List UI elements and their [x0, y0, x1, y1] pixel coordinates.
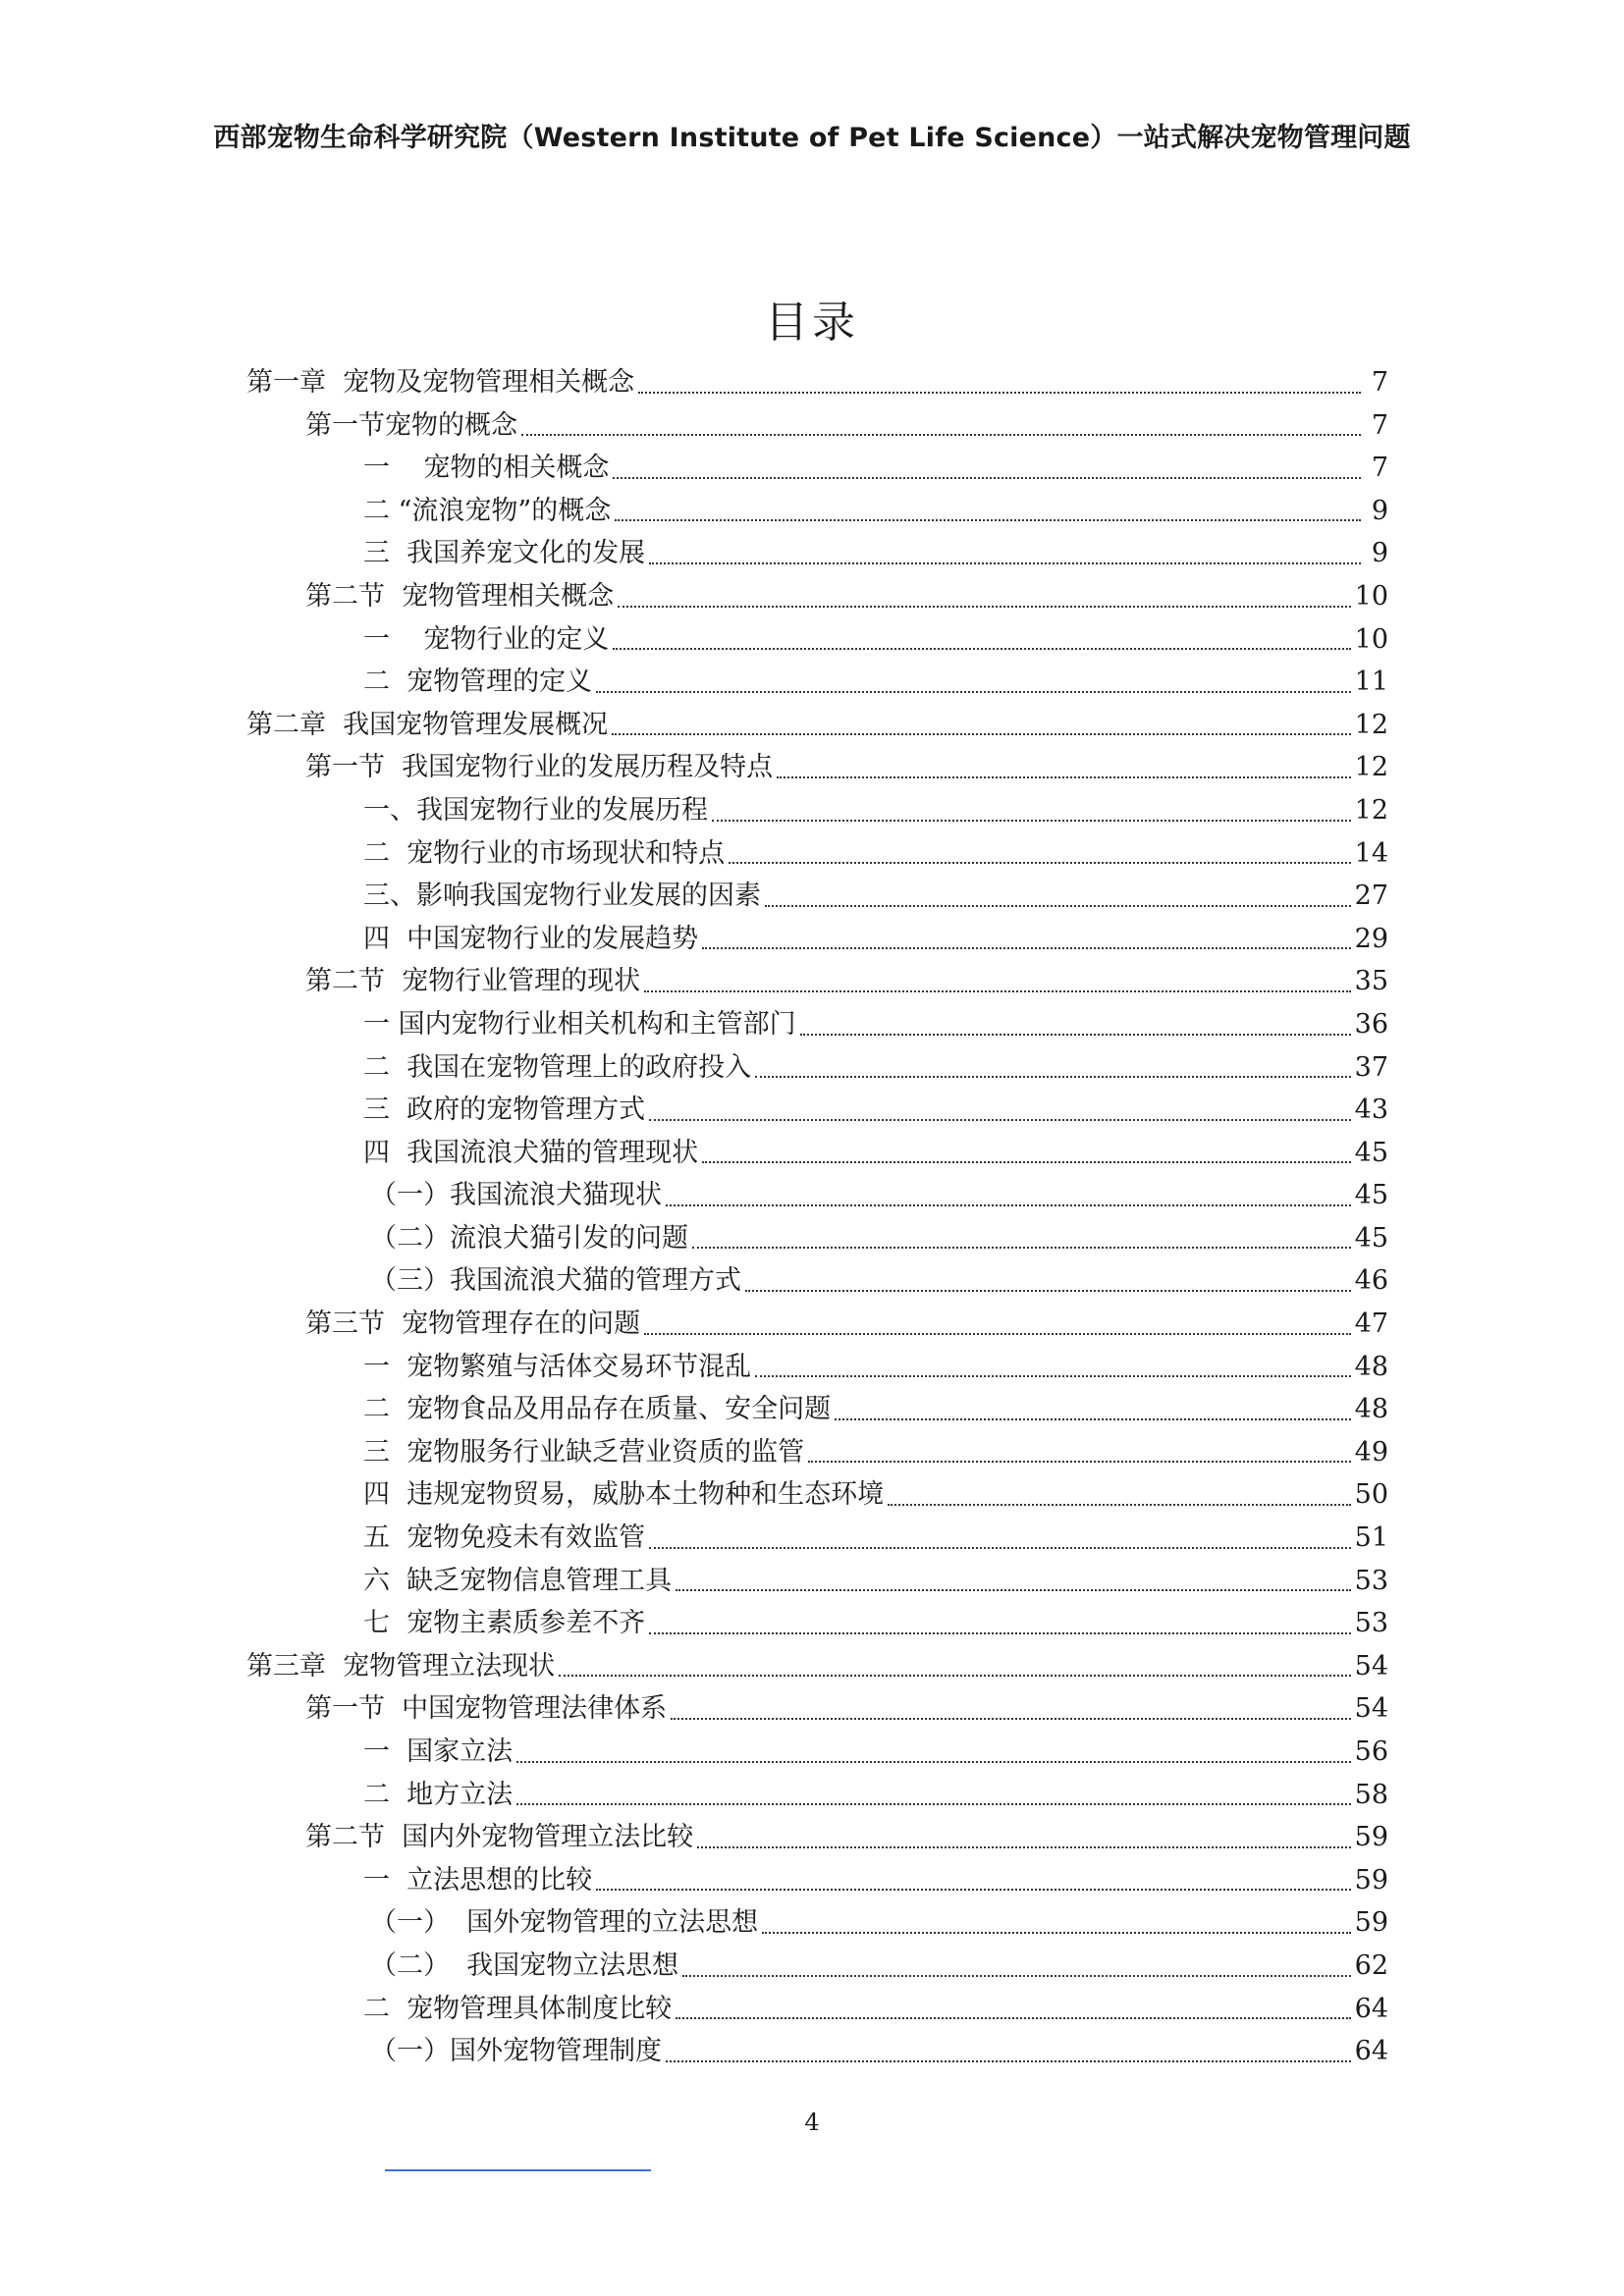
toc-entry-page: 54 [1354, 1693, 1388, 1725]
toc-entry[interactable] [246, 1602, 1388, 1645]
toc-entry[interactable] [246, 918, 1388, 961]
toc-entry-label: 五 宠物免疫未有效监管 [363, 1522, 646, 1554]
toc-entry[interactable] [246, 1859, 1388, 1902]
toc-entry[interactable] [246, 832, 1388, 876]
toc-entry-label: 二 宠物管理具体制度比较 [363, 1993, 673, 2024]
table-of-contents [246, 361, 1388, 2073]
toc-entry-label: 一 宠物的相关概念 [363, 453, 610, 484]
toc-entry-label: 三 我国养宠文化的发展 [363, 538, 646, 569]
toc-entry-label: 三 政府的宠物管理方式 [363, 1095, 646, 1126]
toc-entry-label: 三、影响我国宠物行业发展的因素 [363, 881, 761, 912]
toc-entry-label: （一） 国外宠物管理的立法思想 [370, 1907, 759, 1939]
toc-entry[interactable] [246, 618, 1388, 662]
toc-entry-label: 二 宠物行业的市场现状和特点 [363, 837, 726, 869]
toc-dot-leader [559, 1675, 1350, 1677]
toc-entry[interactable] [246, 361, 1388, 404]
toc-entry[interactable] [246, 661, 1388, 704]
toc-dot-leader [649, 1547, 1350, 1549]
toc-dot-leader [618, 606, 1350, 608]
toc-entry-page: 59 [1354, 1822, 1388, 1853]
toc-entry-label: 一 国家立法 [363, 1736, 514, 1767]
toc-entry[interactable] [246, 575, 1388, 618]
toc-entry-page: 37 [1354, 1051, 1388, 1083]
toc-entry-page: 45 [1354, 1180, 1388, 1211]
toc-entry-label: 七 宠物主素质参差不齐 [363, 1608, 646, 1639]
toc-dot-leader [612, 733, 1350, 735]
toc-entry-page: 11 [1354, 667, 1388, 698]
toc-dot-leader [755, 1076, 1350, 1078]
toc-entry-page: 56 [1354, 1736, 1388, 1767]
toc-entry[interactable] [246, 1988, 1388, 2031]
toc-entry[interactable] [246, 1645, 1388, 1688]
toc-dot-leader [745, 1290, 1351, 1292]
toc-entry-page: 53 [1354, 1565, 1388, 1596]
toc-entry[interactable] [246, 1687, 1388, 1731]
toc-entry[interactable] [246, 1217, 1388, 1260]
toc-entry-page: 45 [1354, 1137, 1388, 1168]
toc-dot-leader [692, 1247, 1351, 1249]
toc-dot-leader [666, 2060, 1351, 2062]
toc-entry-label: 二 “流浪宠物”的概念 [363, 495, 612, 526]
toc-dot-leader [516, 1761, 1350, 1763]
toc-entry-label: 四 中国宠物行业的发展趋势 [363, 923, 699, 954]
toc-entry-label: 四 我国流浪犬猫的管理现状 [363, 1137, 699, 1168]
toc-dot-leader [613, 648, 1350, 650]
toc-entry[interactable] [246, 875, 1388, 918]
toc-dot-leader [649, 562, 1361, 564]
toc-dot-leader [762, 1932, 1350, 1934]
toc-entry-label: 二 宠物管理的定义 [363, 667, 593, 698]
toc-entry[interactable] [246, 1431, 1388, 1474]
toc-entry-label: 三 宠物服务行业缺乏营业资质的监管 [363, 1436, 805, 1468]
toc-dot-leader [777, 776, 1350, 778]
toc-entry-label: 一 宠物行业的定义 [363, 623, 610, 655]
toc-entry-label: 第一节 中国宠物管理法律体系 [305, 1693, 668, 1725]
toc-entry-label: 第一章 宠物及宠物管理相关概念 [246, 367, 635, 398]
toc-entry[interactable] [246, 1473, 1388, 1517]
toc-entry-page: 48 [1354, 1394, 1388, 1425]
toc-dot-leader [638, 392, 1361, 394]
page-header: 西部宠物生命科学研究院（Western Institute of Pet Life Science）一站式解决宠物管理问题 [213, 123, 1411, 153]
toc-dot-leader [755, 1375, 1350, 1377]
toc-entry-label: 一、我国宠物行业的发展历程 [363, 794, 708, 826]
toc-entry-page: 62 [1354, 1949, 1388, 1981]
toc-entry-label: 第二节 宠物管理相关概念 [305, 580, 615, 612]
toc-dot-leader [615, 519, 1361, 521]
toc-entry-page: 45 [1354, 1222, 1388, 1254]
toc-dot-leader [765, 905, 1351, 907]
toc-dot-leader [649, 1119, 1350, 1121]
toc-entry-label: 第一节宠物的概念 [305, 409, 517, 441]
toc-entry-label: 一 立法思想的比较 [363, 1864, 593, 1896]
toc-entry-label: 第二章 我国宠物管理发展概况 [246, 709, 609, 740]
toc-entry-page: 54 [1354, 1650, 1388, 1682]
toc-entry-page: 64 [1354, 2036, 1388, 2067]
toc-entry-page: 48 [1354, 1351, 1388, 1382]
page-number: 4 [804, 2109, 820, 2136]
toc-entry-label: 二 宠物食品及用品存在质量、安全问题 [363, 1394, 832, 1425]
toc-title: 目录 [765, 297, 859, 347]
toc-dot-leader [613, 477, 1361, 479]
toc-dot-leader [596, 1889, 1350, 1891]
toc-entry[interactable] [246, 532, 1388, 575]
toc-dot-leader [596, 691, 1350, 693]
toc-entry[interactable] [246, 789, 1388, 832]
toc-entry[interactable] [246, 1901, 1388, 1945]
toc-entry-page: 59 [1354, 1864, 1388, 1896]
toc-dot-leader [521, 434, 1361, 436]
toc-entry-label: （三）我国流浪犬猫的管理方式 [370, 1265, 741, 1297]
toc-entry-page: 10 [1354, 623, 1388, 655]
toc-entry-label: 第二节 宠物行业管理的现状 [305, 966, 641, 997]
toc-entry-page: 59 [1354, 1907, 1388, 1939]
toc-entry[interactable] [246, 1816, 1388, 1859]
toc-dot-leader [702, 947, 1350, 949]
toc-dot-leader [712, 820, 1351, 822]
toc-entry-label: 第三章 宠物管理立法现状 [246, 1650, 556, 1682]
toc-entry-label: 二 我国在宠物管理上的政府投入 [363, 1051, 752, 1083]
toc-entry-label: 一 国内宠物行业相关机构和主管部门 [363, 1008, 796, 1040]
toc-entry-page: 51 [1354, 1522, 1388, 1554]
toc-entry-page: 43 [1354, 1095, 1388, 1126]
toc-entry-page: 7 [1371, 367, 1388, 398]
toc-dot-leader [800, 1034, 1351, 1036]
toc-entry-page: 14 [1354, 837, 1388, 869]
toc-dot-leader [649, 1632, 1350, 1634]
toc-dot-leader [702, 1161, 1350, 1163]
toc-entry-label: 第一节 我国宠物行业的发展历程及特点 [305, 752, 774, 783]
toc-dot-leader [697, 1846, 1350, 1848]
toc-entry-label: 二 地方立法 [363, 1779, 514, 1810]
toc-entry-label: 四 违规宠物贸易，威胁本土物种和生态环境 [363, 1479, 885, 1511]
toc-entry[interactable] [246, 1517, 1388, 1560]
toc-entry-page: 49 [1354, 1436, 1388, 1468]
toc-entry-page: 7 [1371, 453, 1388, 484]
toc-entry-label: 一 宠物繁殖与活体交易环节混乱 [363, 1351, 752, 1382]
toc-entry-page: 35 [1354, 966, 1388, 997]
toc-entry[interactable] [246, 1174, 1388, 1217]
toc-entry[interactable] [246, 490, 1388, 533]
toc-entry-page: 7 [1371, 409, 1388, 441]
toc-entry-label: （二） 我国宠物立法思想 [370, 1949, 679, 1981]
toc-entry-label: （一）我国流浪犬猫现状 [370, 1180, 662, 1211]
toc-entry[interactable] [246, 1560, 1388, 1603]
toc-dot-leader [676, 1589, 1350, 1591]
toc-dot-leader [516, 1803, 1350, 1805]
toc-dot-leader [888, 1504, 1350, 1506]
toc-entry[interactable] [246, 1303, 1388, 1346]
toc-dot-leader [644, 990, 1350, 992]
toc-entry[interactable] [246, 1259, 1388, 1303]
toc-dot-leader [676, 2017, 1350, 2019]
footnote-divider [385, 2169, 651, 2171]
toc-entry-label: 第二节 国内外宠物管理立法比较 [305, 1822, 694, 1853]
toc-entry-page: 64 [1354, 1993, 1388, 2024]
toc-entry[interactable] [246, 1046, 1388, 1090]
toc-dot-leader [682, 1975, 1350, 1977]
toc-entry-page: 9 [1371, 538, 1388, 569]
toc-dot-leader [644, 1333, 1350, 1335]
toc-entry-page: 53 [1354, 1608, 1388, 1639]
toc-entry-page: 12 [1354, 752, 1388, 783]
toc-entry[interactable] [246, 704, 1388, 747]
toc-entry[interactable] [246, 2030, 1388, 2073]
toc-entry-label: （二）流浪犬猫引发的问题 [370, 1222, 688, 1254]
toc-entry[interactable] [246, 1132, 1388, 1175]
toc-entry[interactable] [246, 1945, 1388, 1988]
toc-entry-page: 58 [1354, 1779, 1388, 1810]
toc-entry[interactable] [246, 447, 1388, 490]
toc-entry-page: 12 [1354, 794, 1388, 826]
toc-dot-leader [729, 862, 1350, 864]
toc-entry-page: 29 [1354, 923, 1388, 954]
toc-entry-page: 50 [1354, 1479, 1388, 1511]
toc-entry-page: 36 [1354, 1008, 1388, 1040]
toc-dot-leader [808, 1461, 1350, 1463]
toc-entry[interactable] [246, 404, 1388, 448]
toc-entry[interactable] [246, 746, 1388, 789]
toc-entry-label: 六 缺乏宠物信息管理工具 [363, 1565, 673, 1596]
toc-entry-page: 46 [1354, 1265, 1388, 1297]
toc-entry[interactable] [246, 1774, 1388, 1817]
toc-entry-page: 27 [1354, 881, 1388, 912]
toc-entry-page: 47 [1354, 1308, 1388, 1340]
toc-dot-leader [666, 1204, 1351, 1206]
toc-entry[interactable] [246, 1089, 1388, 1132]
toc-entry-page: 10 [1354, 580, 1388, 612]
toc-dot-leader [671, 1718, 1350, 1720]
toc-dot-leader [835, 1418, 1350, 1420]
toc-entry[interactable] [246, 960, 1388, 1003]
toc-entry[interactable] [246, 1388, 1388, 1431]
toc-entry[interactable] [246, 1003, 1388, 1046]
toc-entry[interactable] [246, 1731, 1388, 1774]
toc-entry-label: 第三节 宠物管理存在的问题 [305, 1308, 641, 1340]
toc-entry[interactable] [246, 1346, 1388, 1389]
toc-entry-page: 9 [1371, 495, 1388, 526]
toc-entry-label: （一）国外宠物管理制度 [370, 2036, 662, 2067]
toc-entry-page: 12 [1354, 709, 1388, 740]
